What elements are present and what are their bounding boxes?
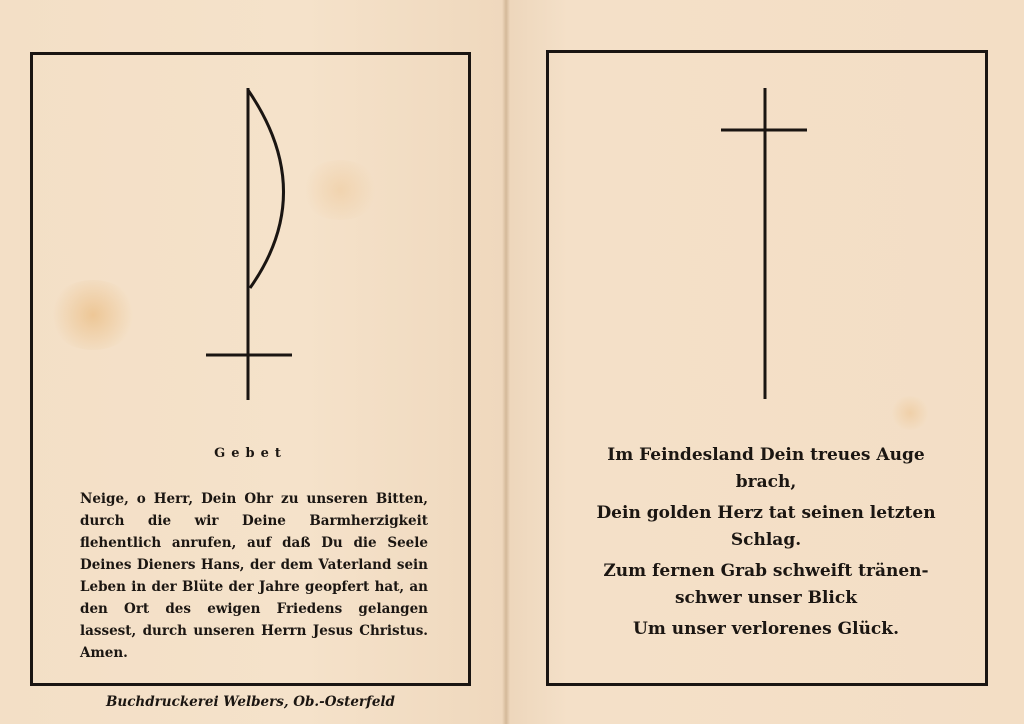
poem-line: Zum fernen Grab schweift tränen- <box>603 561 929 581</box>
poem-line: schwer unser Blick <box>674 588 857 608</box>
rune-icon <box>200 84 300 404</box>
prayer-text: Neige, o Herr, Dein Ohr zu unseren Bitten, durch die wir Deine Barmherzigkeit flehentlich anrufen, auf daß Du die Seele Deines Dieners Hans, der dem Vaterland sein Leben in der Blüte der Jahre geopfert hat, an den Ort des ewigen Friedens gelangen lassest, durch unseren Herrn Jesus Christus. Amen. <box>80 491 428 661</box>
poem-line: Dein golden Herz tat seinen letzten <box>596 503 936 523</box>
poem-line: brach, <box>735 472 797 492</box>
poem-line: Im Feindesland Dein treues Auge <box>607 445 925 465</box>
printer-imprint: Buchdruckerei Welbers, Ob.-Osterfeld <box>105 694 395 710</box>
poem-line: Schlag. <box>730 530 802 550</box>
poem-line: Um unser verlorenes Glück. <box>633 619 899 639</box>
prayer-title: Gebet <box>214 446 287 461</box>
memorial-poem <box>596 442 936 643</box>
cross-icon <box>718 86 810 402</box>
card-fold <box>502 0 510 724</box>
